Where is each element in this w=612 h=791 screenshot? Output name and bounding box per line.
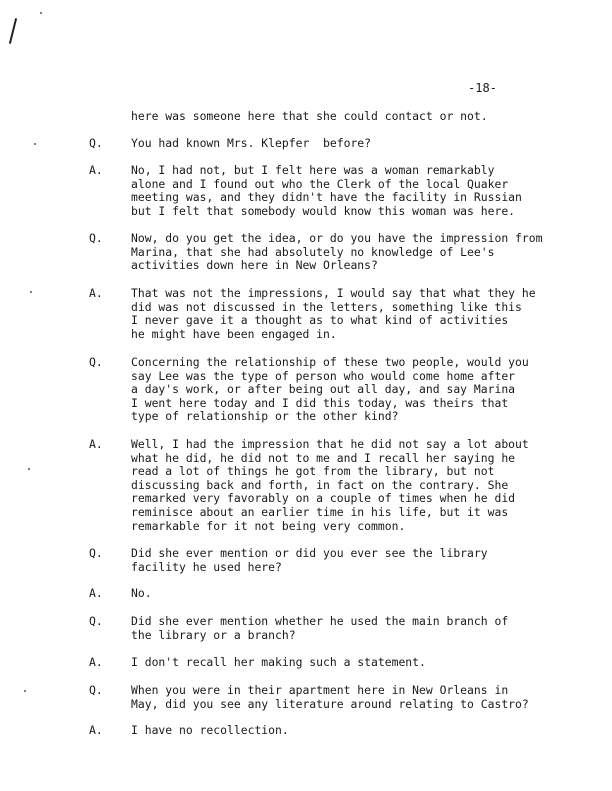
margin-speck <box>30 291 32 293</box>
answer-label: A. <box>89 655 103 669</box>
transcript-line: say Lee was the type of person who would come home after <box>131 368 516 383</box>
margin-speck <box>40 12 42 14</box>
answer-label: A. <box>89 286 103 300</box>
transcript-line: No, I had not, but I felt here was a woman remarkably <box>131 163 495 177</box>
margin-speck <box>24 690 26 692</box>
transcript-line: facility he used here? <box>131 559 282 574</box>
transcript-line: the library or a branch? <box>131 627 296 642</box>
transcript-line: discussing back and forth, in fact on the contrary. She <box>131 477 509 492</box>
question-label: Q. <box>89 614 103 628</box>
transcript-line: what he did, he did not to me and I recall her saying he <box>131 450 516 465</box>
transcript-line: You had known Mrs. Klepfer before? <box>131 136 372 150</box>
page-number: -18- <box>468 81 497 95</box>
transcript-line: Concerning the relationship of these two people, would you <box>131 355 529 369</box>
transcript-line: remarked very favorably on a couple of times when he did <box>131 491 516 506</box>
transcript-line: I went here today and I did this today, was theirs that <box>131 395 509 410</box>
margin-speck <box>34 143 36 145</box>
question-label: Q. <box>89 136 103 150</box>
transcript-line: here was someone here that she could contact or not. <box>131 109 488 123</box>
transcript-line: That was not the impressions, I would say that what they he <box>131 286 536 300</box>
transcript-line: but I felt that somebody would know this woman was here. <box>131 203 516 218</box>
answer-label: A. <box>89 437 103 451</box>
answer-label: A. <box>89 586 103 600</box>
transcript-line: meeting was, and they didn't have the facility in Russian <box>131 190 522 205</box>
transcript-line: Well, I had the impression that he did not say a lot about <box>131 437 529 451</box>
margin-speck <box>28 468 30 470</box>
question-label: Q. <box>89 231 103 245</box>
transcript-line: I don't recall her making such a statement. <box>131 655 426 669</box>
transcript-line: I have no recollection. <box>131 723 289 737</box>
question-label: Q. <box>89 546 103 560</box>
margin-pen-mark <box>9 18 17 44</box>
transcript-line: reminisce about an earlier time in his life, but it was <box>131 505 509 519</box>
transcript-line: activities down here in New Orleans? <box>131 258 378 273</box>
transcript-line: he might have been engaged in. <box>131 326 337 341</box>
transcript-line: I never gave it a thought as to what kind of activities <box>131 313 509 328</box>
answer-label: A. <box>89 163 103 177</box>
transcript-line: Did she ever mention whether he used the main branch of <box>131 614 509 628</box>
transcript-line: remarkable for it not being very common. <box>131 518 406 533</box>
transcript-line: When you were in their apartment here in New Orleans in <box>131 683 509 697</box>
answer-label: A. <box>89 723 103 737</box>
transcript-line: No. <box>131 586 152 600</box>
transcript-line: a day's work, or after being out all day, and say Marina <box>131 382 516 397</box>
question-label: Q. <box>89 355 103 369</box>
transcript-line: type of relationship or the other kind? <box>131 409 399 424</box>
transcript-line: Now, do you get the idea, or do you have the impression from <box>131 231 543 245</box>
transcript-line: Did she ever mention or did you ever see the library <box>131 546 488 560</box>
transcript-line: did was not discussed in the letters, something like this <box>131 299 522 314</box>
transcript-line: Marina, that she had absolutely no knowledge of Lee's <box>131 244 495 259</box>
transcript-line: alone and I found out who the Clerk of the local Quaker <box>131 176 509 191</box>
transcript-line: read a lot of things he got from the library, but not <box>131 464 495 479</box>
transcript-line: May, did you see any literature around relating to Castro? <box>131 696 529 711</box>
question-label: Q. <box>89 683 103 697</box>
